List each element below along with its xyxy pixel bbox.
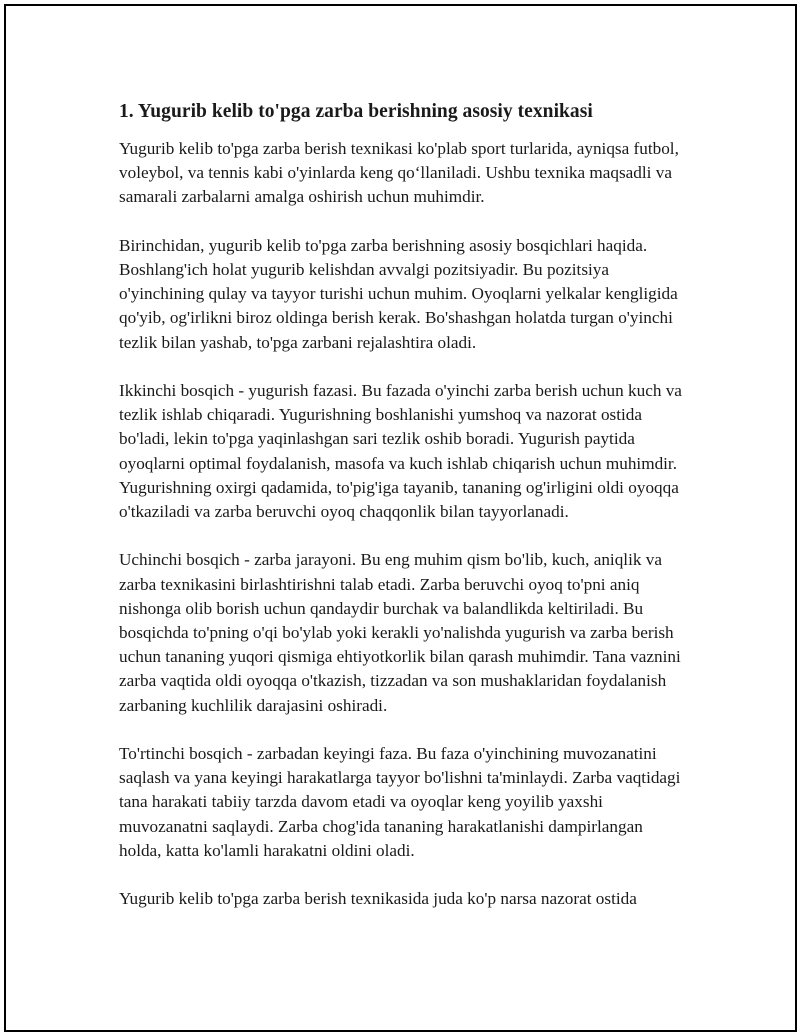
section-heading: 1. Yugurib kelib to'pga zarba berishning asosiy texnikasi — [119, 101, 593, 122]
paragraph-third-stage: Uchinchi bosqich - zarba jarayoni. Bu eng muhim qism bo'lib, kuch, aniqlik va zarba texnikasini birlashtirishni talab etadi. Zarba beruvchi oyoq to'pni aniq nishonga olib borish uchun qandaydir burchak va balandlikda keltiriladi. Bu bosqichda to'pning o'qi bo'ylab yoki kerakli yo'nalishda yugurish va zarba berish uchun tananing yuqori qismiga ehtiyotkorlik bilan qarash muhimdir. Tana vaznini zarba vaqtida oldi oyoqqa o'tkazish, tizzadan va son mushaklaridan foydalanish zarbaning kuchlilik darajasini oshiradi. — [119, 550, 681, 715]
paragraph-second-stage: Ikkinchi bosqich - yugurish fazasi. Bu fazada o'yinchi zarba berish uchun kuch va tezlik ishlab chiqaradi. Yugurishning boshlanishi yumshoq va nazorat ostida bo'ladi, lekin to'pga yaqinlashgan sari tezlik oshib boradi. Yugurish paytida oyoqlarni optimal foydalanish, masofa va kuch ishlab chiqarish uchun muhimdir. Yugurishning oxirgi qadamida, to'pig'iga tayanib, tananing og'irligini oldi oyoqqa o'tkaziladi va zarba beruvchi oyoq chaqqonlik bilan tayyorlanadi. — [119, 381, 682, 522]
document-body — [119, 99, 689, 936]
paragraph-intro: Yugurib kelib to'pga zarba berish texnikasi ko'plab sport turlarida, ayniqsa futbol, voleybol, va tennis kabi o'yinlarda keng qo‘llaniladi. Ushbu texnika maqsadli va samarali zarbalarni amalga oshirish uchun muhimdir. — [119, 139, 679, 207]
page-border — [4, 4, 797, 1032]
paragraph-fourth-stage: To'rtinchi bosqich - zarbadan keyingi faza. Bu faza o'yinchining muvozanatini saqlash va yana keyingi harakatlarga tayyor bo'lishni ta'minlaydi. Zarba vaqtidagi tana harakati tabiiy tarzda davom etadi va oyoqlar keng yoyilib yaxshi muvozanatni saqlaydi. Zarba chog'ida tananing harakatlanishi dampirlangan holda, katta ko'lamli harakatni oldini oladi. — [119, 744, 681, 860]
paragraph-continuation: Yugurib kelib to'pga zarba berish texnikasida juda ko'p narsa nazorat ostida — [119, 889, 637, 909]
paragraph-first-stage: Birinchidan, yugurib kelib to'pga zarba berishning asosiy bosqichlari haqida. Boshlang'ich holat yugurib kelishdan avvalgi pozitsiyadir. Bu pozitsiya o'yinchining qulay va tayyor turishi uchun muhim. Oyoqlarni yelkalar kengligida qo'yib, og'irlikni biroz oldinga berish kerak. Bo'shashgan holatda turgan o'yinchi tezlik bilan yashab, to'pga zarbani rejalashtira oladi. — [119, 235, 678, 352]
